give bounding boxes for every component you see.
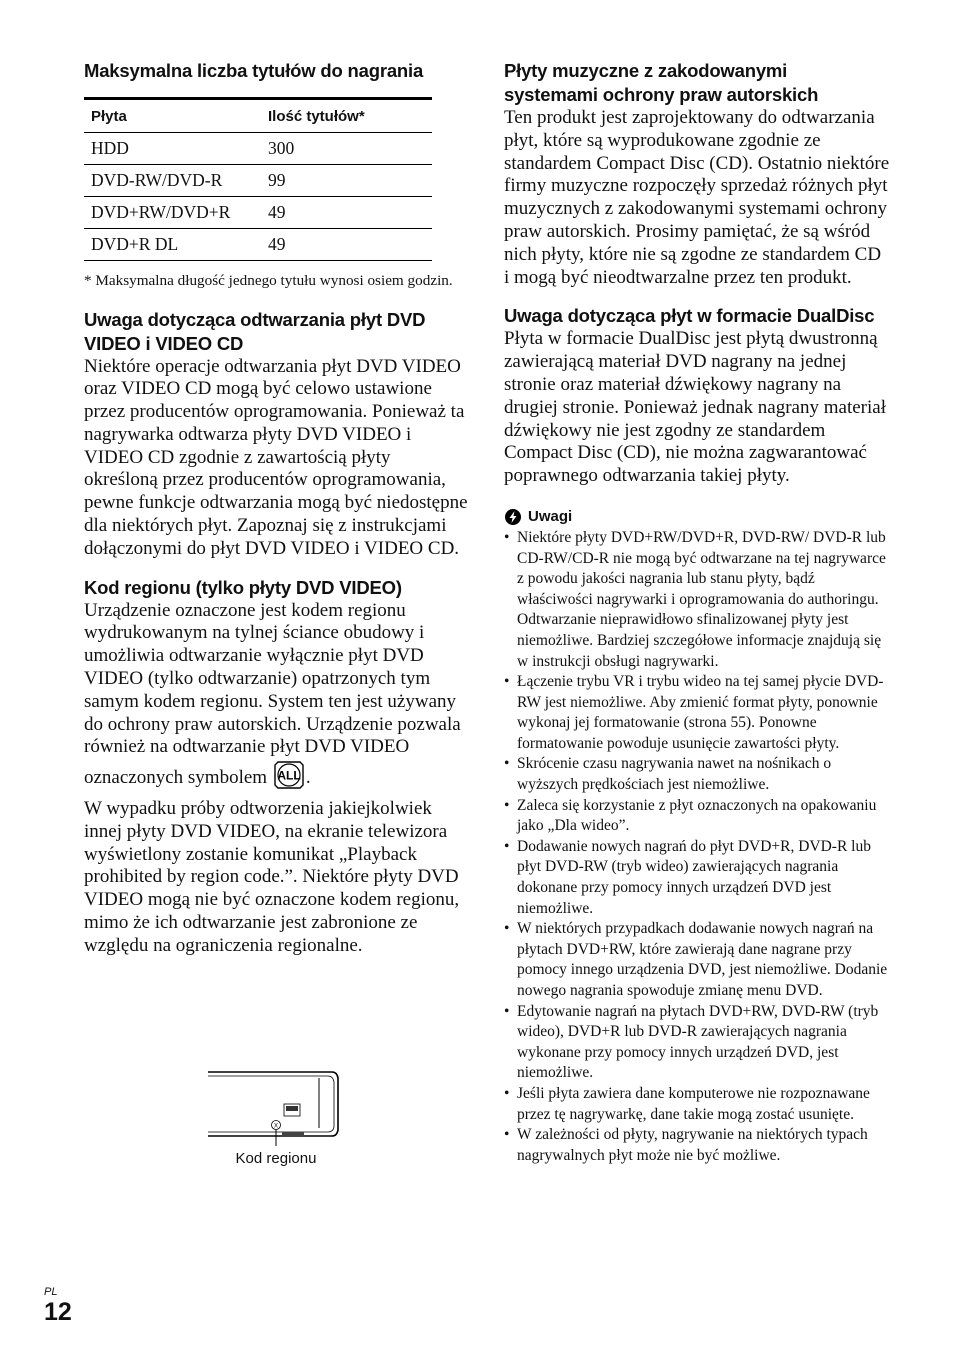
table-cell: DVD+RW/DVD+R xyxy=(84,197,262,229)
max-titles-heading: Maksymalna liczba tytułów do nagrania xyxy=(84,60,424,81)
list-item: • W zależności od płyty, nagrywanie na niektórych typach nagrywalnych płyt może nie być możliwe. xyxy=(504,1125,890,1166)
page-number: 12 xyxy=(44,1298,72,1326)
region-code-text xyxy=(84,600,468,958)
table-cell: DVD-RW/DVD-R xyxy=(84,165,262,197)
region-code-figure xyxy=(206,1066,346,1167)
dualdisc-text: Płyta w formacie DualDisc jest płytą dwustronną zawierającą materiał DVD nagrany na jednej stronie oraz materiał dźwiękowy nagrany na drugiej stronie. Ponieważ jednak nagrany materiał dźwiękowy nie jest zgodny ze standardem Compact Disc (CD), nie można zagwarantować poprawnego odtwarzania takiej płyty. xyxy=(504,328,886,487)
table-cell: DVD+R DL xyxy=(84,229,262,261)
list-item: • Skrócenie czasu nagrywania nawet na nośnikach o wyższych prędkościach jest niemożliwe. xyxy=(504,754,890,795)
region-code-text-end: . xyxy=(305,767,311,789)
notes-list xyxy=(504,528,890,1166)
dvd-video-note-heading: Uwaga dotycząca odtwarzania płyt DVD VIDEO i VIDEO CD xyxy=(84,308,426,354)
notes-header xyxy=(504,508,890,526)
dvd-video-note-text: Niektóre operacje odtwarzania płyt DVD VIDEO oraz VIDEO CD mogą być celowo ustawione przez producentów oprogramowania. Ponieważ ta nagrywarka odtwarza płyty DVD VIDEO i VIDEO CD zgodnie z zawartością płyty określoną przez producentów oprogramowania, pewne funkcje odtwarzania mogą być niedostępne dla niektórych płyt. Zapoznaj się z instrukcjami dołączonymi do płyt DVD VIDEO i VIDEO CD. xyxy=(84,355,468,559)
table-cell: 300 xyxy=(262,133,432,165)
region-code-label: X xyxy=(273,1123,279,1130)
list-item: • Dodawanie nowych nagrań do płyt DVD+R, DVD-R lub płyt DVD-RW (tryb wideo) zawierających nagrania dokonane przy pomocy innych urządzeń DVD jest niemożliwe. xyxy=(504,837,890,919)
copy-protected-text: Ten produkt jest zaprojektowany do odtwarzania płyt, które są wyprodukowane zgodnie ze standardem Compact Disc (CD). Ostatnio niektóre firmy muzyczne rozpoczęły sprzedaż różnych płyt muzycznych z zakodowanymi systemami ochrony praw autorskich. Prosimy pamiętać, że są wśród nich płyty, które nie są zgodne ze standardem CD i mogą być nieodtwarzalne przez ten produkt. xyxy=(504,107,890,288)
page-number-block xyxy=(44,1286,72,1326)
list-item: • Edytowanie nagrań na płytach DVD+RW, DVD-RW (tryb wideo), DVD+R lub DVD-R zawierających nagrania wykonane przy pomocy innych urządzeń DVD, jest niemożliwe. xyxy=(504,1002,890,1084)
table-header-disc: Płyta xyxy=(84,99,262,133)
all-symbol-text: ALL xyxy=(277,768,301,783)
table-cell: 49 xyxy=(262,229,432,261)
all-region-symbol xyxy=(272,759,306,798)
list-item: • W niektórych przypadkach dodawanie nowych nagrań na płytach DVD+RW, które zawierają dane nagrane przy pomocy innego urządzenia DVD, jest niemożliwe. Dodanie nowego nagrania spowoduje zmianę menu DVD. xyxy=(504,919,890,1001)
figure-caption: Kod regionu xyxy=(235,1150,317,1167)
table-cell: 99 xyxy=(262,165,432,197)
table-cell: 49 xyxy=(262,197,432,229)
notes-heading: Uwagi xyxy=(528,508,573,526)
table-header-row xyxy=(84,99,432,133)
dualdisc-heading: Uwaga dotycząca płyt w formacie DualDisc xyxy=(504,305,875,327)
left-column xyxy=(84,56,468,958)
list-item: • Zaleca się korzystanie z płyt oznaczonych na opakowaniu jako „Dla wideo”. xyxy=(504,796,890,837)
copy-protected-heading: Płyty muzyczne z zakodowanymi systemami ochrony praw autorskich xyxy=(504,60,819,105)
notes-icon xyxy=(504,508,522,526)
recorder-back-panel-illustration xyxy=(206,1066,346,1146)
table-header-count: Ilość tytułów* xyxy=(262,99,432,133)
language-code: PL xyxy=(44,1286,58,1298)
table-row xyxy=(84,197,432,229)
table-row xyxy=(84,229,432,261)
region-code-text-2: W wypadku próby odtworzenia jakiejkolwiek innej płyty DVD VIDEO, na ekranie telewizora wyświetlony zostanie komunikat „Playback prohibited by region code.”. Niektóre płyty DVD VIDEO mogą nie być oznaczone kodem regionu, mimo że ich odtwarzanie jest zabronione ze względu na ograniczenia regionalne. xyxy=(84,798,460,956)
region-code-text-main: Urządzenie oznaczone jest kodem regionu wydrukowanym na tylnej ściance obudowy i umożliwia odtwarzanie wyłącznie płyt DVD VIDEO (tylko odtwarzanie) opatrzonych tym samym kodem regionu. System ten jest używany do ochrony praw autorskich. Urządzenie pozwala również na odtwarzanie płyt DVD VIDEO oznaczonych symbolem xyxy=(84,599,461,789)
list-item: • Łączenie trybu VR i trybu wideo na tej samej płycie DVD-RW jest niemożliwe. Aby zmienić format płyty, ponownie wykonaj jej formatowanie (strona 55). Ponowne formatowanie powoduje usunięcie zawartości płyty. xyxy=(504,672,890,754)
region-code-heading: Kod regionu (tylko płyty DVD VIDEO) xyxy=(84,576,402,598)
table-row xyxy=(84,165,432,197)
right-column xyxy=(504,56,890,1166)
list-item: • Niektóre płyty DVD+RW/DVD+R, DVD-RW/ DVD-R lub CD-RW/CD-R nie mogą być odtwarzane na tej nagrywarce z powodu jakości nagrania lub stanu płyty, bądź właściwości nagrywarki i oprogramowania do authoringu. Odtwarzanie nieprawidłowo sfinalizowanej płyty jest niemożliwe. Bardziej szczegółowe informacje znajdują się w instrukcji obsługi nagrywarki. xyxy=(504,528,890,672)
table-row xyxy=(84,133,432,165)
list-item: • Jeśli płyta zawiera dane komputerowe nie rozpoznawane przez tę nagrywarkę, dane takie mogą zostać usunięte. xyxy=(504,1084,890,1125)
table-footnote: * Maksymalna długość jednego tytułu wynosi osiem godzin. xyxy=(84,272,453,289)
table-cell: HDD xyxy=(84,133,262,165)
max-titles-table xyxy=(84,97,432,261)
all-region-globe-icon xyxy=(272,759,306,791)
